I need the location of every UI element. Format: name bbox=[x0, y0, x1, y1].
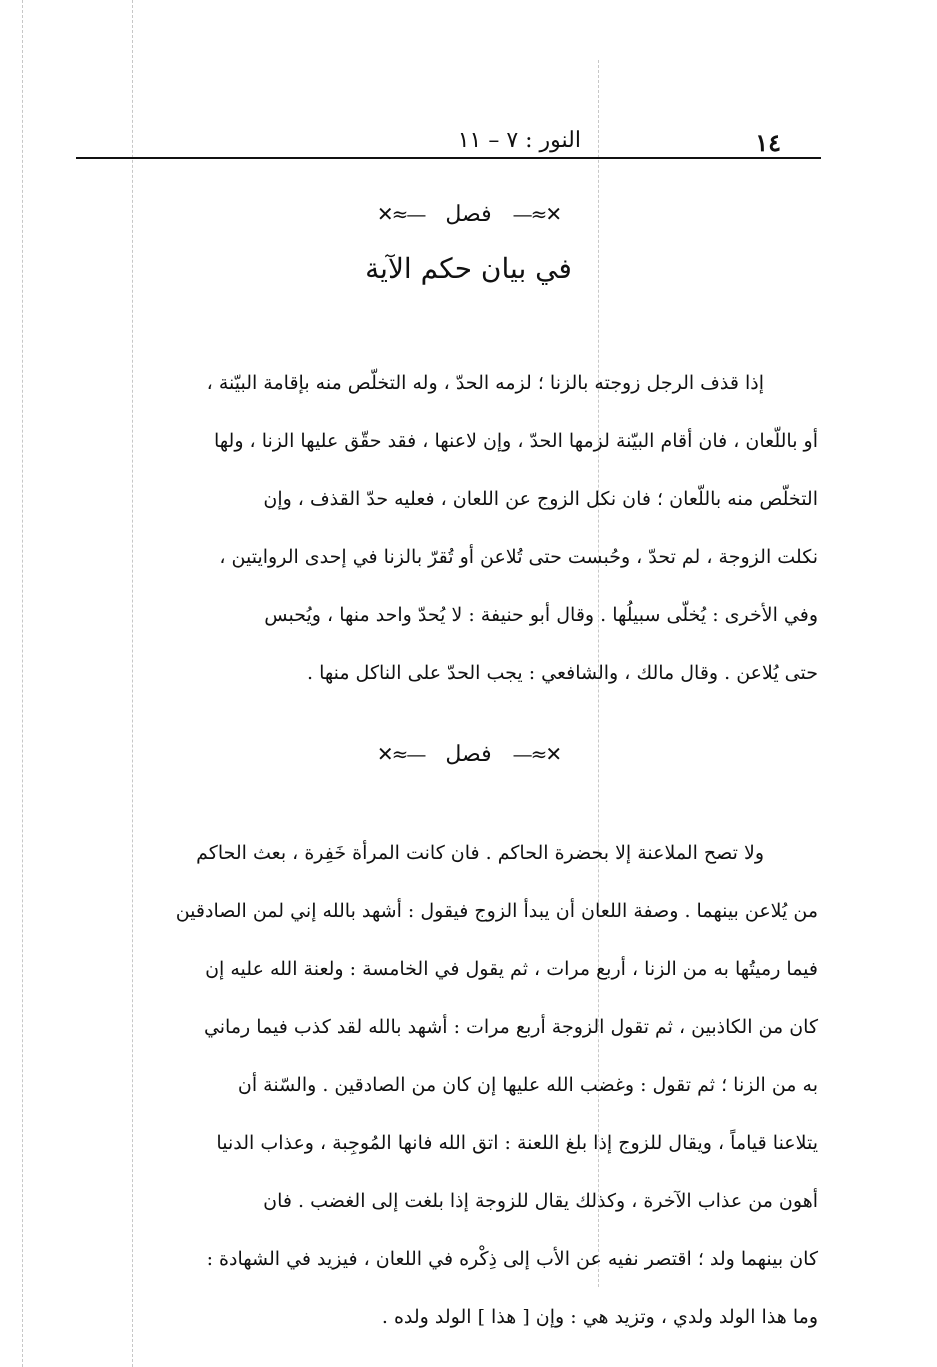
section-heading-label: فصل bbox=[445, 202, 492, 227]
text-line: إذا قذف الرجل زوجته بالزنا ؛ لزمه الحدّ ، وله التخلّص منه بإقامة البيّنة ، bbox=[206, 372, 764, 394]
ornament-icon: ✕≈— bbox=[512, 742, 561, 766]
text-line: كان بينهما ولد ؛ اقتصر نفيه عن الأب إلى ذِكْره في اللعان ، فيزيد في الشهادة : bbox=[206, 1248, 818, 1270]
text-line: نكلت الزوجة ، لم تحدّ ، وحُبست حتى تُلاعن أو تُقرّ بالزنا في إحدى الروايتين ، bbox=[219, 546, 818, 568]
header-rule bbox=[76, 157, 821, 159]
text-line: من يُلاعن بينهما . وصفة اللعان أن يبدأ الزوج فيقول : أشهد بالله إني لمن الصادقين bbox=[175, 900, 818, 922]
section-heading-label: فصل bbox=[445, 742, 492, 767]
text-line: أهون من عذاب الآخرة ، وكذلك يقال للزوجة إذا بلغت إلى الغضب . فان bbox=[263, 1190, 818, 1212]
ornament-icon: —≈✕ bbox=[376, 742, 425, 766]
text-line: يتلاعنا قياماً ، ويقال للزوج إذا بلغ اللعنة : اتق الله فانها المُوجِبة ، وعذاب الدنيا bbox=[216, 1132, 818, 1154]
ornament-icon: ✕≈— bbox=[512, 202, 561, 226]
text-line: التخلّص منه باللّعان ؛ فان نكل الزوج عن اللعان ، فعليه حدّ القذف ، وإن bbox=[263, 488, 818, 510]
text-line: وفي الأخرى : يُخلّى سبيلُها . وقال أبو حنيفة : لا يُحدّ واحد منها ، ويُحبس bbox=[264, 604, 818, 626]
text-line: ولا تصح الملاعنة إلا بحضرة الحاكم . فان كانت المرأة خَفِرة ، بعث الحاكم bbox=[196, 842, 764, 864]
text-line: به من الزنا ؛ ثم تقول : وغضب الله عليها إن كان من الصادقين . والسّنة أن bbox=[237, 1074, 818, 1096]
text-line: كان من الكاذبين ، ثم تقول الزوجة أربع مرات : أشهد بالله لقد كذب فيما رماني bbox=[203, 1016, 818, 1038]
section-paragraph bbox=[88, 354, 818, 702]
running-title: النور : ٧ – ١١ bbox=[457, 128, 581, 153]
text-line: فيما رميتُها به من الزنا ، أربع مرات ، ثم يقول في الخامسة : ولعنة الله عليه إن bbox=[205, 958, 818, 980]
text-line: أو باللّعان ، فان أقام البيّنة لزمها الحدّ ، وإن لاعنها ، فقد حقّق عليها الزنا ، ولها bbox=[214, 430, 818, 452]
section-heading-fasl bbox=[0, 742, 937, 767]
section-title: في بيان حكم الآية bbox=[365, 252, 572, 285]
text-line: حتى يُلاعن . وقال مالك ، والشافعي : يجب الحدّ على الناكل منها . bbox=[306, 662, 818, 684]
page-header bbox=[76, 118, 821, 158]
page-number: ١٤ bbox=[755, 128, 781, 157]
ornament-icon: —≈✕ bbox=[376, 202, 425, 226]
text-line: وما هذا الولد ولدي ، وتزيد هي : وإن [ هذا ] الولد ولده . bbox=[381, 1306, 818, 1328]
section-paragraph bbox=[88, 824, 818, 1346]
section-heading-fasl bbox=[0, 202, 937, 227]
